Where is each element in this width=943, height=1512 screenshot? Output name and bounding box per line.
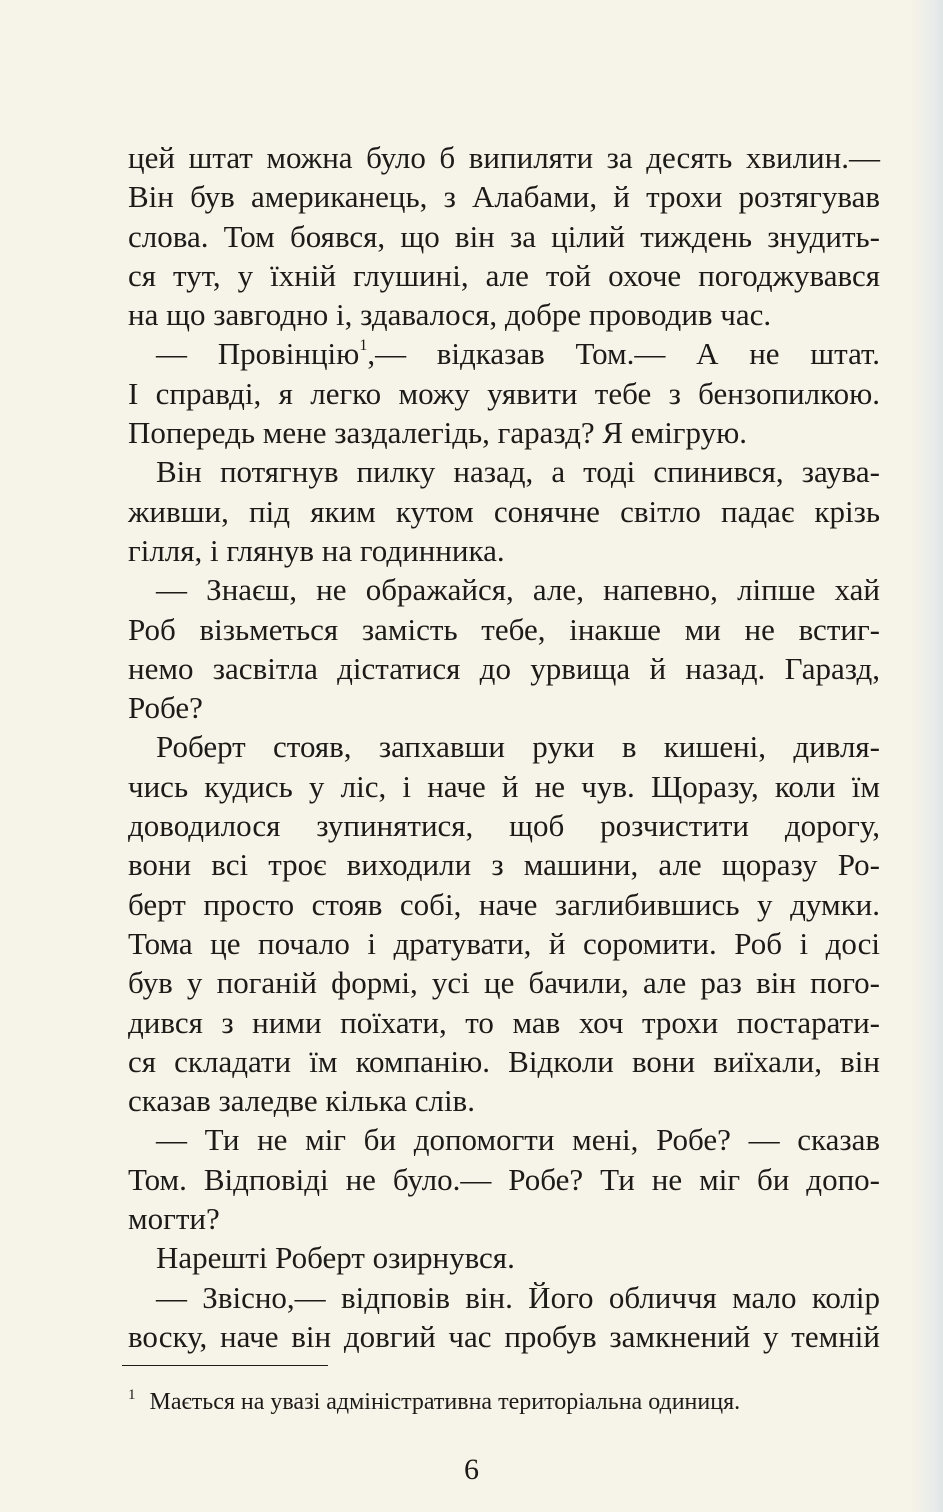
text-line: І справді, я легко можу уявити тебе з бензопилкою. [128, 375, 880, 411]
text-line: живши, під яким кутом сонячне світло падає крізь [128, 493, 880, 529]
text-line: воску, наче він довгий час пробув замкнений у темній [128, 1318, 880, 1354]
text-line: немо засвітла дістатися до урвища й назад. Гаразд, [128, 650, 880, 686]
footnote [128, 1378, 880, 1419]
text-line: цей штат можна було б випиляти за десять хвилин.— [128, 140, 880, 175]
text-line: Він потягнув пилку назад, а тоді спинився, заува- [156, 454, 880, 490]
text-line: — Звісно,— відповів він. Його обличчя мало колір [156, 1279, 880, 1315]
text-line: вони всі троє виходили з машини, але щоразу Ро- [128, 847, 880, 883]
text-line: на що завгодно і, здавалося, добре проводив час. [128, 297, 772, 333]
page-number: 6 [464, 1453, 479, 1486]
page-edge-shadow [911, 0, 943, 1512]
body-text [128, 138, 880, 1356]
text-line: Попередь мене заздалегідь, гаразд? Я емігрую. [128, 415, 748, 451]
text-line: чись кудись у ліс, і наче й не чув. Щоразу, коли їм [128, 768, 880, 804]
text-line: — Знаєш, не ображайся, але, напевно, ліпше хай [156, 572, 880, 608]
text-line: Він був американець, з Алабами, й трохи розтягував [128, 179, 880, 215]
text-line: — Ти не міг би допомогти мені, Робе? — сказав [156, 1122, 880, 1158]
text-line: Том. Відповіді не було.— Робе? Ти не міг би допо- [128, 1161, 880, 1197]
text-line-with-footnote [128, 334, 880, 373]
footnote-divider [122, 1365, 328, 1366]
text-line: дився з ними поїхати, то мав хоч трохи постарати- [128, 1004, 880, 1040]
footnote-mark: 1 [128, 1387, 136, 1403]
text-line: гілля, і глянув на годинника. [128, 532, 505, 568]
text-line: слова. Том боявся, що він за цілий тиждень знудить- [128, 218, 880, 254]
text-line: ся складати їм компанію. Відколи вони виїхали, він [128, 1043, 880, 1079]
text-line: берт просто стояв собі, наче заглибившись у думки. [128, 886, 880, 922]
text-line: Тома це почало і дратувати, й соромити. Роб і досі [128, 925, 880, 961]
text-line: був у поганій формі, усі це бачили, але раз він пого- [128, 965, 880, 1001]
text-line: Нарешті Роберт озирнувся. [156, 1240, 515, 1276]
footnote-text: Мається на увазі адміністративна територіальна одиниця. [149, 1389, 741, 1415]
text-line: ся тут, у їхній глушині, але той охоче погоджувався [128, 257, 880, 293]
text-line: могти? [128, 1201, 220, 1237]
footnote-reference: 1 [359, 337, 368, 355]
text-line: доводилося зупинятися, щоб розчистити дорогу, [128, 808, 880, 844]
line-tail: ,— відказав Том.— А не штат. [367, 336, 880, 372]
text-line: Робе? [128, 690, 203, 726]
text-line: Роберт стояв, запхавши руки в кишені, дивля- [156, 729, 880, 765]
text-line: сказав заледве кілька слів. [128, 1083, 475, 1119]
line-head: — Провінцію [156, 336, 360, 372]
text-line: Роб візьметься замість тебе, інакше ми не встиг- [128, 611, 880, 647]
